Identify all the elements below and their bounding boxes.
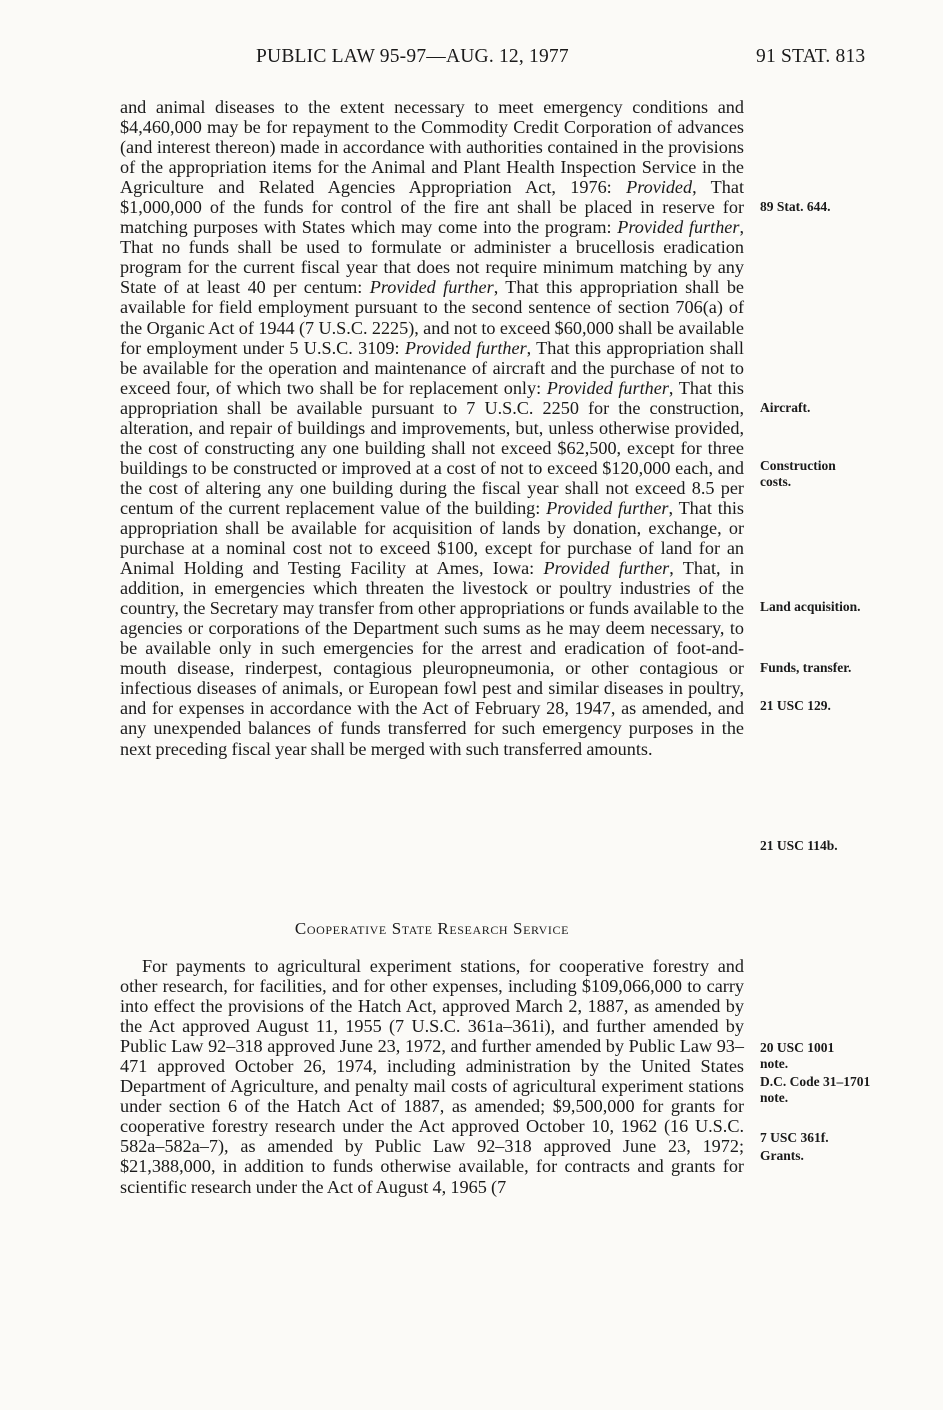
body-paragraph	[120, 97, 744, 759]
margin-note-usc1001: 20 USC 1001 note.	[760, 1040, 835, 1071]
section-heading: Cooperative State Research Service	[294, 919, 570, 938]
margin-note-construction: Construction costs.	[760, 458, 836, 489]
margin-note-funds: Funds, transfer.	[760, 660, 852, 675]
margin-note-aircraft: Aircraft.	[760, 400, 811, 415]
text-run: , That this appropriation shall be available pursuant to 7 U.S.C. 2250 for the construction, alteration, and repair of buildings and improvements, but, unless otherwise provided, the cost of constructing any one building shall not exceed $62,500, except for three buildings to be constructed or improved at a cost of not to exceed $120,000 each, and the cost of altering any one building during the fiscal year shall not exceed 8.5 per centum of the current replacement value of the building:	[120, 377, 744, 518]
proviso-italic: Provided further	[543, 558, 670, 579]
margin-note-stat: 89 Stat. 644.	[760, 199, 831, 214]
text-run: , That this appropriation shall be available for the operation and maintenance of aircraft and the purchase of not to exceed four, of which two shall be for replacement only:	[120, 337, 744, 398]
text-run: and animal diseases to the extent necessary to meet emergency conditions and $4,460,000 may be for repayment to the Commodity Credit Corporation of advances (and interest thereon) made in accordance with authorities contained in the provisions of the appropriation items for the Animal and Plant Health Inspection Service in the Agriculture and Related Agencies Appropriation Act, 1976:	[120, 97, 744, 198]
text-run: , That, in addition, in emergencies which threaten the livestock or poultry industries of the country, the Secretary may transfer from other appropriations or funds available to the agencies or corporations of the Department such sums as he may deem necessary, to be available only in such emergencies for the arrest and eradication of foot-and-mouth disease, rinderpest, contagious pleuropneumonia, or other contagious or infectious diseases of animals, or European fowl pest and similar diseases in poultry, and for expenses in accordance with the Act of February 28, 1947, as amended, and any unexpended balances of funds transferred for such emergency purposes in the next preceding fiscal year shall be merged with such transferred amounts.	[120, 558, 744, 759]
margin-note-usc114b: 21 USC 114b.	[760, 838, 838, 853]
text-run: , That $1,000,000 of the funds for control of the fire ant shall be placed in reserve for matching purposes with States which may come into the program:	[120, 177, 744, 238]
text-run: , That no funds shall be used to formulate or administer a brucellosis eradication program for the current fiscal year that does not require minimum matching by any State of at least 40 per centum:	[120, 217, 744, 298]
running-header-title: PUBLIC LAW 95-97—AUG. 12, 1977	[256, 46, 569, 67]
proviso-italic: Provided further	[546, 497, 669, 518]
body-paragraph-research: For payments to agricultural experiment stations, for cooperative forestry and other research, for facilities, and for other expenses, including $109,066,000 to carry into effect the provisions of the Hatch Act, approved March 2, 1887, as amended by the Act approved August 11, 1955 (7 U.S.C. 361a–361i), and further amended by Public Law 92–318 approved June 23, 1972, and further amended by Public Law 93–471 approved October 26, 1974, including administration by the United States Department of Agriculture, and penalty mail costs of agricultural experiment stations under section 6 of the Hatch Act of 1887, as amended; $9,500,000 for grants for cooperative forestry research under the Act approved October 10, 1962 (16 U.S.C. 582a–582a–7), as amended by Public Law 92–318 approved June 23, 1972; $21,388,000, in addition to funds otherwise available, for contracts and grants for scientific research under the Act of August 4, 1965 (7	[120, 956, 744, 1197]
proviso-italic: Provided further	[369, 277, 494, 298]
page-number: 91 STAT. 813	[756, 46, 866, 67]
margin-note-grants: Grants.	[760, 1148, 804, 1163]
margin-note-dc-code: D.C. Code 31–1701 note.	[760, 1074, 871, 1105]
proviso-italic: Provided further	[546, 377, 669, 398]
proviso-italic: Provided	[626, 177, 693, 198]
margin-note-land: Land acquisition.	[760, 599, 861, 614]
proviso-italic: Provided further	[617, 217, 740, 238]
text-run: , That this appropriation shall be available for field employment pursuant to the second sentence of section 706(a) of the Organic Act of 1944 (7 U.S.C. 2225), and not to exceed $60,000 shall be available for employment under 5 U.S.C. 3109:	[120, 277, 745, 358]
text-run: , That this appropriation shall be available for acquisition of lands by donation, exchange, or purchase at a nominal cost not to exceed $100, except for purchase of land for an Animal Holding and Testing Facility at Ames, Iowa:	[120, 497, 744, 579]
proviso-italic: Provided further	[404, 337, 527, 358]
margin-note-usc129: 21 USC 129.	[760, 698, 831, 713]
margin-note-usc361f: 7 USC 361f.	[760, 1130, 829, 1145]
